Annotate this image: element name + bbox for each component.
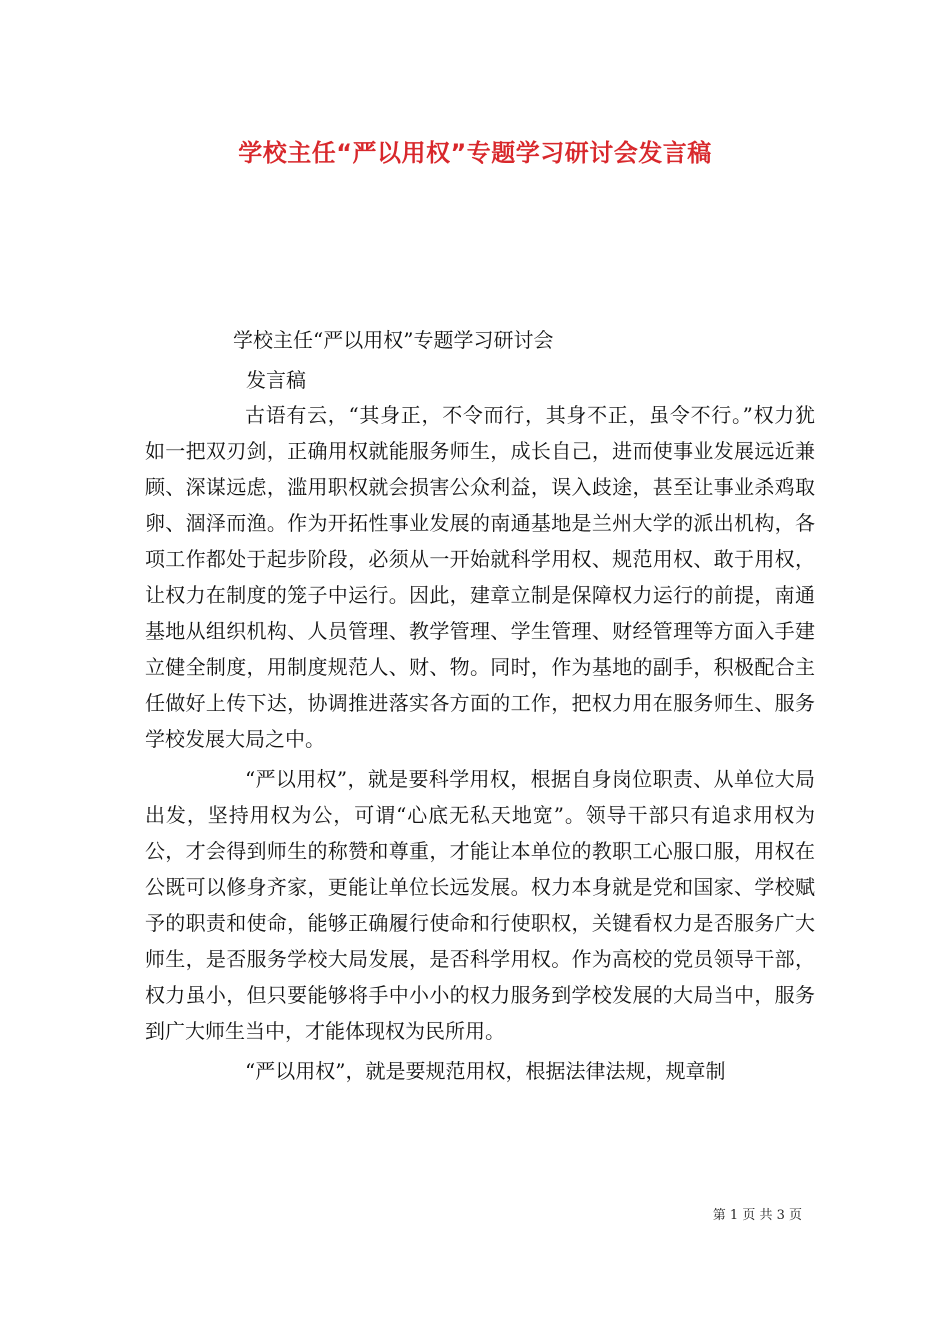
paragraph-3: “严以用权”，就是要规范用权，根据法律法规，规章制 [245, 1059, 726, 1083]
subtitle-line-1: 学校主任“严以用权”专题学习研讨会 [233, 328, 554, 352]
subtitle-line-2: 发言稿 [246, 368, 306, 392]
page-number-footer: 第 1 页 共 3 页 [712, 1208, 802, 1223]
paragraph-1: 古语有云，“其身正，不令而行，其身不正，虽令不行。”权力犹如一把双刃剑，正确用权就能服务师生，成长自己，进而使事业发展远近兼顾、深谋远虑，滥用职权就会损害公众利益，误入歧途，甚至让事业杀鸡取卵、涸泽而渔。作为开拓性事业发展的南通基地是兰州大学的派出机构，各项工作都处于起步阶段，必须从一开始就科学用权、规范用权、敢于用权，让权力在制度的笼子中运行。因此，建章立制是保障权力运行的前提，南通基地从组织机构、人员管理、教学管理、学生管理、财经管理等方面入手建立健全制度，用制度规范人、财、物。同时，作为基地的副手，积极配合主任做好上传下达，协调推进落实各方面的工作，把权力用在服务师生、服务学校发展大局之中。 [145, 403, 815, 751]
page-title: 学校主任“严以用权”专题学习研讨会发言稿 [238, 139, 712, 167]
body-text [145, 397, 815, 1093]
paragraph-2: “严以用权”，就是要科学用权，根据自身岗位职责、从单位大局出发，坚持用权为公，可谓“心底无私天地宽”。领导干部只有追求用权为公，才会得到师生的称赞和尊重，才能让本单位的教职工心服口服，用权在公既可以修身齐家，更能让单位长远发展。权力本身就是党和国家、学校赋予的职责和使命，能够正确履行使命和行使职权，关键看权力是否服务广大师生，是否服务学校大局发展，是否科学用权。作为高校的党员领导干部，权力虽小，但只要能够将手中小小的权力服务到学校发展的大局当中，服务到广大师生当中，才能体现权为民所用。 [145, 767, 815, 1043]
